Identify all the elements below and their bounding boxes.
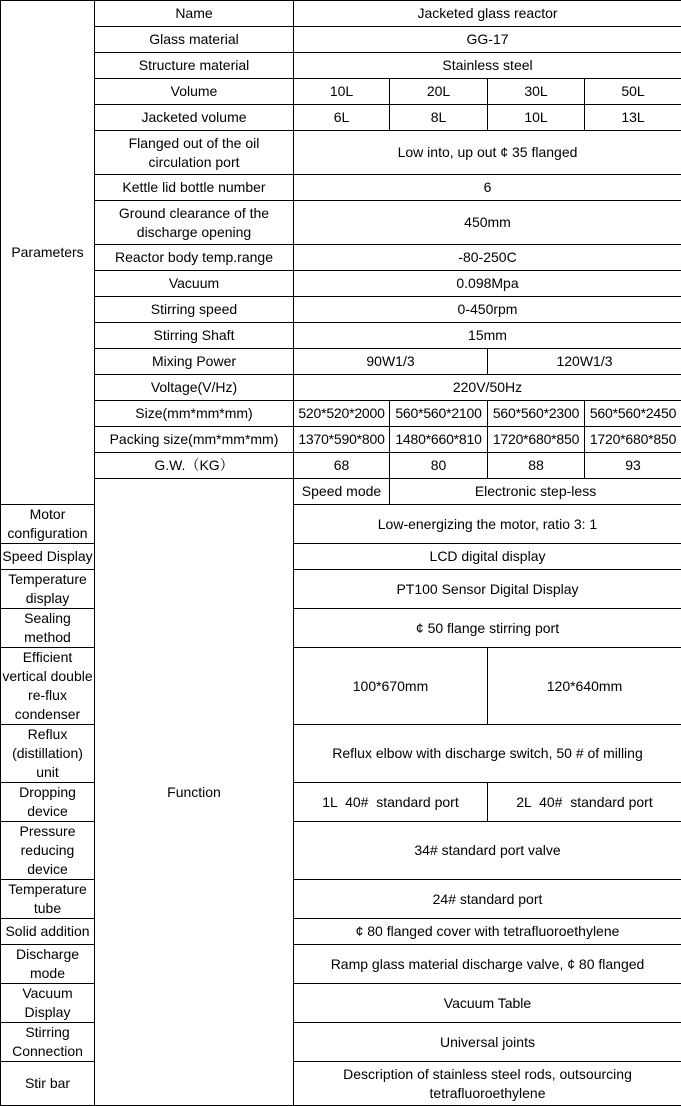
row-label-motor-config: Motor configuration (1, 505, 95, 544)
row-value-ground-clearance: 450mm (294, 201, 681, 245)
cell-size: 560*560*2100 (390, 401, 488, 427)
row-label-packing-size: Packing size(mm*mm*mm) (95, 427, 294, 453)
row-value-stir-bar: Description of stainless steel rods, outsourcing tetrafluoroethylene (294, 1062, 681, 1106)
row-value-voltage: 220V/50Hz (294, 375, 681, 401)
row-value-kettle-lid: 6 (294, 175, 681, 201)
row-label-pressure-device: Pressure reducing device (1, 822, 95, 880)
table-row (1, 297, 681, 323)
table-row (1, 105, 681, 131)
cell-mixing-power: 120W1/3 (488, 349, 681, 375)
row-label-glass-material: Glass material (95, 27, 294, 53)
table-row (1, 427, 681, 453)
row-label-reflux-unit: Reflux (distillation) unit (1, 725, 95, 783)
row-label-stir-bar: Stir bar (1, 1062, 95, 1106)
row-label-temp-range: Reactor body temp.range (95, 245, 294, 271)
table-row (1, 453, 681, 479)
row-value-reflux-unit: Reflux elbow with discharge switch, 50 # of milling (294, 725, 681, 783)
row-label-vacuum: Vacuum (95, 271, 294, 297)
row-label-voltage: Voltage(V/Hz) (95, 375, 294, 401)
cell-gw: 68 (294, 453, 390, 479)
row-label-temp-display: Temperature display (1, 570, 95, 609)
row-value-structure-material: Stainless steel (294, 53, 681, 79)
table-row (1, 27, 681, 53)
cell-dropping-device: 2L 40# standard port (488, 783, 681, 822)
table-row (1, 375, 681, 401)
cell-size: 560*560*2300 (488, 401, 585, 427)
row-label-sealing-method: Sealing method (1, 609, 95, 648)
table-row (1, 401, 681, 427)
table-row (1, 175, 681, 201)
cell-jacketed-volume: 6L (294, 105, 390, 131)
row-label-solid-addition: Solid addition (1, 919, 95, 945)
row-value-temp-display: PT100 Sensor Digital Display (294, 570, 681, 609)
cell-jacketed-volume: 13L (585, 105, 681, 131)
row-value-motor-config: Low-energizing the motor, ratio 3: 1 (294, 505, 681, 544)
table-row (1, 271, 681, 297)
group-label-parameters: Parameters (1, 1, 95, 505)
row-label-vacuum-display: Vacuum Display (1, 984, 95, 1023)
cell-gw: 80 (390, 453, 488, 479)
row-label-size: Size(mm*mm*mm) (95, 401, 294, 427)
row-value-name: Jacketed glass reactor (294, 1, 681, 27)
cell-condenser: 120*640mm (488, 648, 681, 725)
row-label-dropping-device: Dropping device (1, 783, 95, 822)
row-label-speed-display: Speed Display (1, 544, 95, 570)
row-label-temp-tube: Temperature tube (1, 880, 95, 919)
row-value-discharge-mode: Ramp glass material discharge valve, ¢ 80 flanged (294, 945, 681, 984)
row-label-name: Name (95, 1, 294, 27)
row-value-temp-tube: 24# standard port (294, 880, 681, 919)
cell-gw: 93 (585, 453, 681, 479)
cell-jacketed-volume: 10L (488, 105, 585, 131)
cell-condenser: 100*670mm (294, 648, 488, 725)
table-row (1, 79, 681, 105)
cell-packing-size: 1370*590*800 (294, 427, 390, 453)
cell-dropping-device: 1L 40# standard port (294, 783, 488, 822)
cell-volume: 50L (585, 79, 681, 105)
cell-jacketed-volume: 8L (390, 105, 488, 131)
row-label-jacketed-volume: Jacketed volume (95, 105, 294, 131)
cell-volume: 10L (294, 79, 390, 105)
row-value-stirring-speed: 0-450rpm (294, 297, 681, 323)
row-label-condenser: Efficient vertical double re-flux condenser (1, 648, 95, 725)
table-row (1, 131, 681, 175)
row-label-structure-material: Structure material (95, 53, 294, 79)
row-value-flanged-out: Low into, up out ¢ 35 flanged (294, 131, 681, 175)
row-label-stirring-shaft: Stirring Shaft (95, 323, 294, 349)
row-label-speed-mode: Speed mode (294, 479, 390, 505)
row-value-vacuum-display: Vacuum Table (294, 984, 681, 1023)
row-label-kettle-lid: Kettle lid bottle number (95, 175, 294, 201)
row-value-glass-material: GG-17 (294, 27, 681, 53)
table-row (1, 1, 681, 27)
row-label-stirring-speed: Stirring speed (95, 297, 294, 323)
row-value-solid-addition: ¢ 80 flanged cover with tetrafluoroethylene (294, 919, 681, 945)
row-value-speed-mode: Electronic step-less (390, 479, 681, 505)
row-value-sealing-method: ¢ 50 flange stirring port (294, 609, 681, 648)
row-label-ground-clearance: Ground clearance of the discharge opening (95, 201, 294, 245)
table-row (1, 245, 681, 271)
cell-mixing-power: 90W1/3 (294, 349, 488, 375)
table-row (1, 53, 681, 79)
row-label-mixing-power: Mixing Power (95, 349, 294, 375)
row-label-discharge-mode: Discharge mode (1, 945, 95, 984)
row-value-stirring-connection: Universal joints (294, 1023, 681, 1062)
row-label-gw: G.W.（KG） (95, 453, 294, 479)
cell-packing-size: 1480*660*810 (390, 427, 488, 453)
table-row (1, 201, 681, 245)
row-label-volume: Volume (95, 79, 294, 105)
table-row (1, 349, 681, 375)
row-value-stirring-shaft: 15mm (294, 323, 681, 349)
row-label-flanged-out: Flanged out of the oil circulation port (95, 131, 294, 175)
table-row (1, 479, 681, 505)
row-value-temp-range: -80-250C (294, 245, 681, 271)
cell-size: 560*560*2450 (585, 401, 681, 427)
cell-size: 520*520*2000 (294, 401, 390, 427)
cell-packing-size: 1720*680*850 (488, 427, 585, 453)
table-row (1, 323, 681, 349)
group-label-function: Function (95, 479, 294, 1106)
row-value-vacuum: 0.098Mpa (294, 271, 681, 297)
row-value-pressure-device: 34# standard port valve (294, 822, 681, 880)
row-label-stirring-connection: Stirring Connection (1, 1023, 95, 1062)
cell-volume: 20L (390, 79, 488, 105)
cell-gw: 88 (488, 453, 585, 479)
cell-packing-size: 1720*680*850 (585, 427, 681, 453)
cell-volume: 30L (488, 79, 585, 105)
row-value-speed-display: LCD digital display (294, 544, 681, 570)
